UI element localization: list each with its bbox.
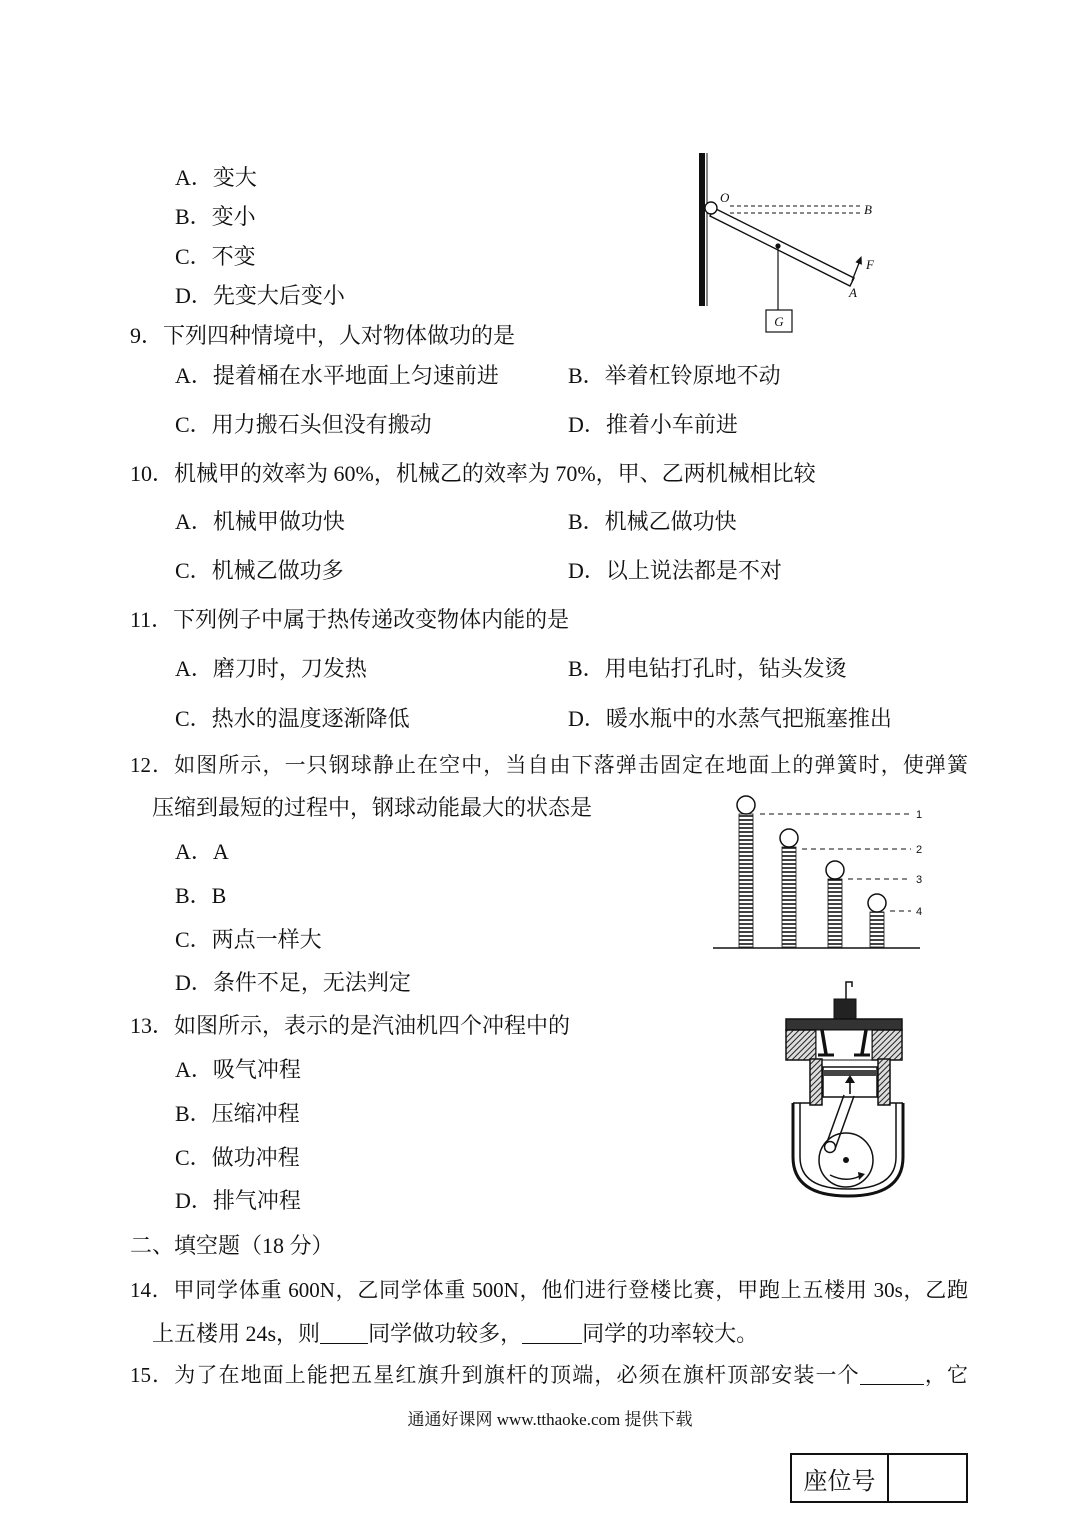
q10-option-c: C．机械乙做功多 <box>175 558 344 583</box>
q10-option-d: D．以上说法都是不对 <box>568 558 782 583</box>
spark-plug-body <box>834 999 856 1019</box>
q14-text-part-1: 上五楼用 24s，则 <box>152 1321 321 1346</box>
spring-1 <box>739 814 753 947</box>
q8-option-b: B．变小 <box>175 204 256 229</box>
ball-4 <box>868 894 886 912</box>
q13-stem: 13．如图所示，表示的是汽油机四个冲程中的 <box>130 1013 571 1038</box>
label-a: A <box>849 285 857 300</box>
spark-plug-electrode <box>846 982 852 1000</box>
cylinder-wall-right <box>878 1059 890 1105</box>
lever-bar <box>710 208 854 286</box>
q15-text-part-2: ，它 <box>923 1363 969 1387</box>
crank-center <box>843 1157 849 1163</box>
level-label-2: 2 <box>916 844 923 856</box>
q12-option-c: C．两点一样大 <box>175 927 322 952</box>
pivot-o <box>705 202 717 214</box>
intake-port <box>786 1030 816 1060</box>
q12-option-d: D．条件不足，无法判定 <box>175 970 411 995</box>
q9-option-c: C．用力搬石头但没有搬动 <box>175 412 432 437</box>
q11-option-a: A．磨刀时，刀发热 <box>175 656 367 681</box>
q15-blank <box>860 1383 924 1385</box>
seat-number-box <box>790 1453 968 1503</box>
spring-2 <box>782 847 796 947</box>
level-label-4: 4 <box>916 906 923 918</box>
force-arrow-shaft <box>852 263 859 281</box>
q9-option-b: B．举着杠铃原地不动 <box>568 363 781 388</box>
q8-option-d: D．先变大后变小 <box>175 283 345 308</box>
label-b: B <box>864 202 872 217</box>
spring-figure <box>705 790 930 955</box>
q13-option-b: B．压缩冲程 <box>175 1101 300 1126</box>
q14-line-1: 14．甲同学体重 600N，乙同学体重 500N，他们进行登楼比赛，甲跑上五楼用 30s，乙跑 <box>130 1278 968 1302</box>
cylinder-wall-left <box>810 1059 822 1105</box>
label-f: F <box>866 257 874 272</box>
spring-3 <box>828 879 842 947</box>
q12-stem-line-1: 12．如图所示，一只钢球静止在空中，当自由下落弹击固定在地面上的弹簧时，使弹簧 <box>130 753 968 777</box>
cylinder-head-top <box>786 1019 902 1030</box>
seat-number-value <box>889 1455 966 1501</box>
force-arrow-head <box>855 256 862 265</box>
q12-stem-line-2: 压缩到最短的过程中，钢球动能最大的状态是 <box>152 795 593 820</box>
q11-stem: 11．下列例子中属于热传递改变物体内能的是 <box>130 607 570 632</box>
q11-option-c: C．热水的温度逐渐降低 <box>175 706 410 731</box>
ball-3 <box>826 861 844 879</box>
q12-option-b: B．B <box>175 883 227 908</box>
q13-option-d: D．排气冲程 <box>175 1188 301 1213</box>
q14-text-part-2: 同学做功较多， <box>368 1321 523 1346</box>
crank-pin <box>825 1142 836 1153</box>
exhaust-port <box>872 1030 902 1060</box>
ball-2 <box>780 829 798 847</box>
lever-figure <box>690 150 880 335</box>
seat-number-label: 座位号 <box>792 1455 889 1501</box>
q11-option-b: B．用电钻打孔时，钻头发烫 <box>568 656 847 681</box>
q14-text-part-3: 同学的功率较大。 <box>582 1321 759 1346</box>
label-o: O <box>720 190 730 205</box>
level-label-1: 1 <box>916 809 923 821</box>
wall <box>699 153 705 306</box>
q12-option-a: A．A <box>175 839 229 864</box>
q13-option-a: A．吸气冲程 <box>175 1057 301 1082</box>
q13-option-c: C．做功冲程 <box>175 1145 300 1170</box>
footer-source: 通通好课网 www.tthaoke.com 提供下载 <box>407 1410 693 1429</box>
ball-1 <box>737 796 755 814</box>
q9-option-a: A．提着桶在水平地面上匀速前进 <box>175 363 499 388</box>
q11-option-d: D．暖水瓶中的水蒸气把瓶塞推出 <box>568 706 892 731</box>
q14-blank-1 <box>320 1342 368 1344</box>
q10-stem: 10．机械甲的效率为 60%，机械乙的效率为 70%，甲、乙两机械相比较 <box>130 461 816 486</box>
label-g: G <box>774 314 784 329</box>
q10-option-b: B．机械乙做功快 <box>568 509 737 534</box>
q8-option-c: C．不变 <box>175 244 256 269</box>
section-2-heading: 二、填空题（18 分） <box>130 1233 334 1258</box>
q8-option-a: A．变大 <box>175 165 257 190</box>
q14-blank-2 <box>522 1342 582 1344</box>
level-label-3: 3 <box>916 874 923 886</box>
q15-line-1 <box>130 1363 968 1387</box>
q15-text-part-1: 15．为了在地面上能把五星红旗升到旗杆的顶端，必须在旗杆顶部安装一个 <box>130 1363 860 1387</box>
engine-figure <box>780 975 910 1200</box>
q10-option-a: A．机械甲做功快 <box>175 509 345 534</box>
q9-option-d: D．推着小车前进 <box>568 412 738 437</box>
q14-line-2 <box>152 1322 758 1346</box>
spring-4 <box>870 912 884 947</box>
q9-stem: 9．下列四种情境中，人对物体做功的是 <box>130 323 516 348</box>
